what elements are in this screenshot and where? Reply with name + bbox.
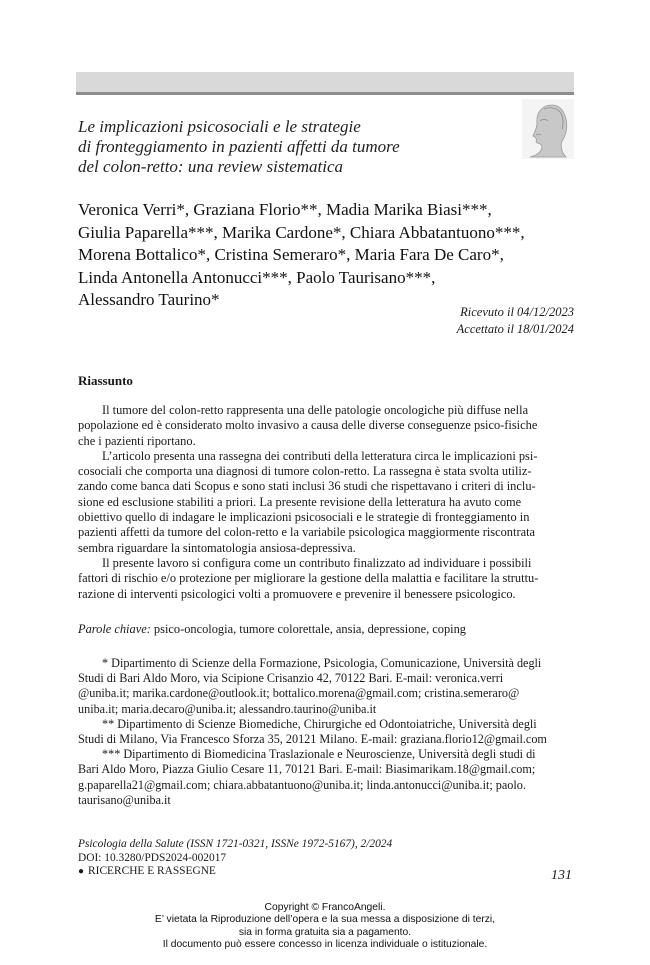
keywords-label: Parole chiave: — [78, 622, 151, 636]
keywords-text: psico-oncologia, tumore colorettale, ansia, depressione, coping — [150, 622, 467, 636]
doi: DOI: 10.3280/PDS2024-002017 — [78, 851, 227, 864]
affiliations — [78, 656, 574, 808]
bullet-icon: ● — [78, 866, 85, 877]
accepted-date: Accettato il 18/01/2024 — [456, 322, 574, 336]
received-date: Ricevuto il 04/12/2023 — [460, 305, 574, 319]
header-band — [76, 72, 574, 95]
affiliation-note: * Dipartimento di Scienze della Formazione, Psicologia, Comunicazione, Università degli Studi di Bari Aldo Moro, via Scipione Crisanzio 42, 70122 Bari. E-mail: veronica.verri @uniba.it; marika.cardone@outlook.it; bottalico.morena@gmail.com; cristina.semeraro@ uniba.it; maria.decaro@uniba.it; alessandro.taurino@uniba.it — [78, 656, 542, 716]
affiliation-note: *** Dipartimento di Biomedicina Traslazionale e Neuroscienze, Università degli studi di Bari Aldo Moro, Piazza Giulio Cesare 11, 70121 Bari. E-mail: Biasimarikam.18@gmail.com; g.paparella21@gmail.com; chiara.abbatantuono@uniba.it; linda.antonucci@uniba.it; paolo. taurisano@uniba.it — [78, 747, 536, 807]
abstract-paragraph: L’articolo presenta una rassegna dei contributi della letteratura circa le implicazioni psi- cosociali che comporta una diagnosi di tumore colon-retto. La rassegna è stata svolta utiliz- zando come banca dati Scopus e sono stati inclusi 36 studi che rispettavano i criteri di inclu- sione ed esclusione stabiliti a priori. La presente revisione della letteratura ha avuto come obiettivo quello di indagare le implicazioni psicosociali e le strategie di fronteggiamento in pazienti affetti da tumore del colon-retto e la variabile psicologica maggiormente riscontrata sembra riguardare la sintomatologia ansiosa-depressiva. — [78, 448, 538, 555]
abstract-paragraph: Il tumore del colon-retto rappresenta una delle patologie oncologiche più diffuse nella popolazione ed è considerato molto invasivo a causa delle diverse conseguenze psico-fisiche che i pazienti riportano. — [78, 403, 538, 448]
section-name: RICERCHE E RASSEGNE — [88, 865, 216, 877]
page-number: 131 — [551, 868, 572, 883]
article-title: Le implicazioni psicosociali e le strategie di fronteggiamento in pazienti affetti da tumore del colon-retto: una review sistematica — [78, 117, 400, 176]
keywords — [78, 622, 574, 637]
journal-info — [78, 838, 574, 879]
copyright-notice: Copyright © FrancoAngeli. E’ vietata la Riproduzione dell’opera e la sua messa a disposizione di terzi, sia in forma gratuita sia a pagamento. Il documento può essere concesso in licenza individuale o istituzionale. — [154, 902, 496, 951]
abstract-heading: Riassunto — [78, 373, 133, 388]
section-label — [78, 865, 574, 879]
abstract-body — [78, 403, 574, 602]
journal-citation: Psicologia della Salute (ISSN 1721-0321, ISSNe 1972-5167), 2/2024 — [78, 838, 393, 850]
submission-dates — [457, 304, 574, 338]
abstract-paragraph: Il presente lavoro si configura come un contributo finalizzato ad individuare i possibili fattori di rischio e/o protezione per migliorare la gestione della malattia e facilitare la struttu- razione di interventi psicologici volti a promuovere e prevenire il benessere psicologico. — [78, 555, 539, 601]
affiliation-note: ** Dipartimento di Scienze Biomediche, Chirurgiche ed Odontoiatriche, Università degli Studi di Milano, Via Francesco Sforza 35, 20121 Milano. E-mail: graziana.florio12@gmail.com — [78, 716, 547, 747]
author-portrait-icon — [522, 99, 574, 159]
author-list: Veronica Verri*, Graziana Florio**, Madia Marika Biasi***, Giulia Paparella***, Marika Cardone*, Chiara Abbatantuono***, Morena Bottalico*, Cristina Semeraro*, Maria Fara De Caro*, Linda Antonella Antonucci***, Paolo Taurisano***, Alessandro Taurino* — [78, 200, 525, 309]
